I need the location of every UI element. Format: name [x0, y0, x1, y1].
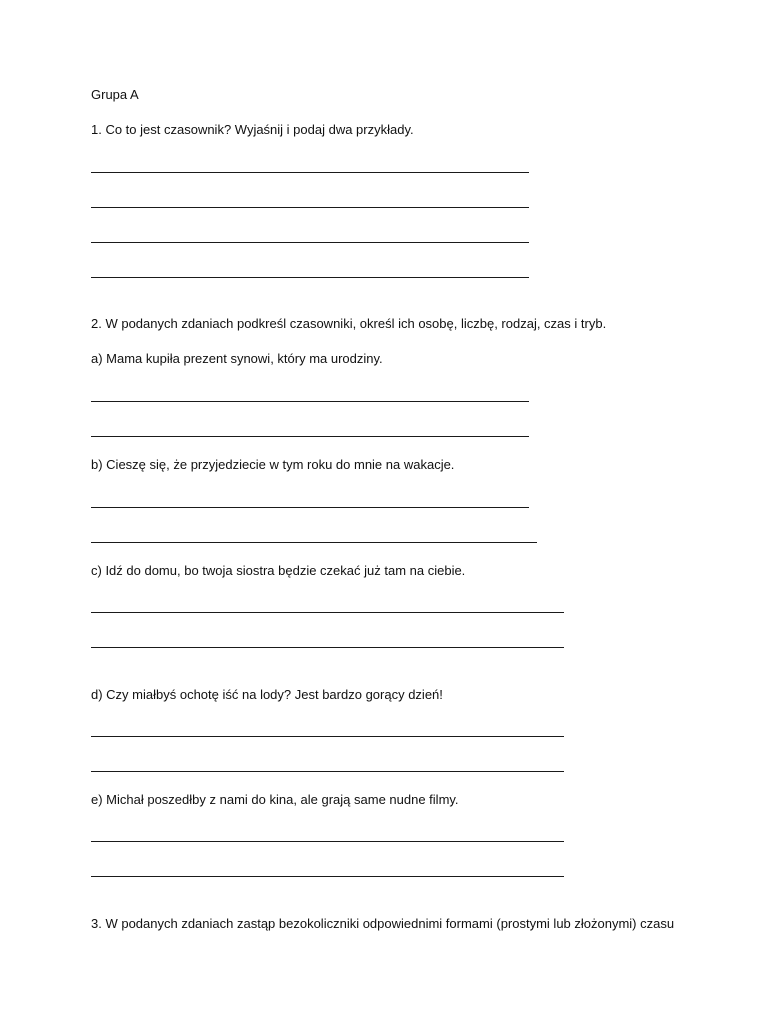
- answer-line: [91, 277, 529, 278]
- question-2c: c) Idź do domu, bo twoja siostra będzie czekać już tam na ciebie.: [91, 563, 466, 578]
- answer-line: [91, 172, 529, 173]
- answer-line: [91, 242, 529, 243]
- answer-line: [91, 841, 564, 842]
- answer-line: [91, 401, 529, 402]
- answer-line: [91, 436, 529, 437]
- question-2e: e) Michał poszedłby z nami do kina, ale grają same nudne filmy.: [91, 792, 459, 807]
- question-2d: d) Czy miałbyś ochotę iść na lody? Jest bardzo gorący dzień!: [91, 687, 443, 702]
- answer-line: [91, 612, 564, 613]
- answer-line: [91, 736, 564, 737]
- question-2: 2. W podanych zdaniach podkreśl czasowniki, określ ich osobę, liczbę, rodzaj, czas i tryb.: [91, 316, 607, 331]
- question-3: 3. W podanych zdaniach zastąp bezokoliczniki odpowiednimi formami (prostymi lub złożonymi) czasu: [91, 916, 675, 931]
- answer-line: [91, 876, 564, 877]
- question-2b: b) Cieszę się, że przyjedziecie w tym roku do mnie na wakacje.: [91, 457, 455, 472]
- answer-line: [91, 507, 529, 508]
- question-2a: a) Mama kupiła prezent synowi, który ma urodziny.: [91, 351, 383, 366]
- answer-line: [91, 542, 537, 543]
- answer-line: [91, 647, 564, 648]
- answer-line: [91, 771, 564, 772]
- question-1: 1. Co to jest czasownik? Wyjaśnij i podaj dwa przykłady.: [91, 122, 414, 137]
- answer-line: [91, 207, 529, 208]
- group-heading: Grupa A: [91, 87, 139, 102]
